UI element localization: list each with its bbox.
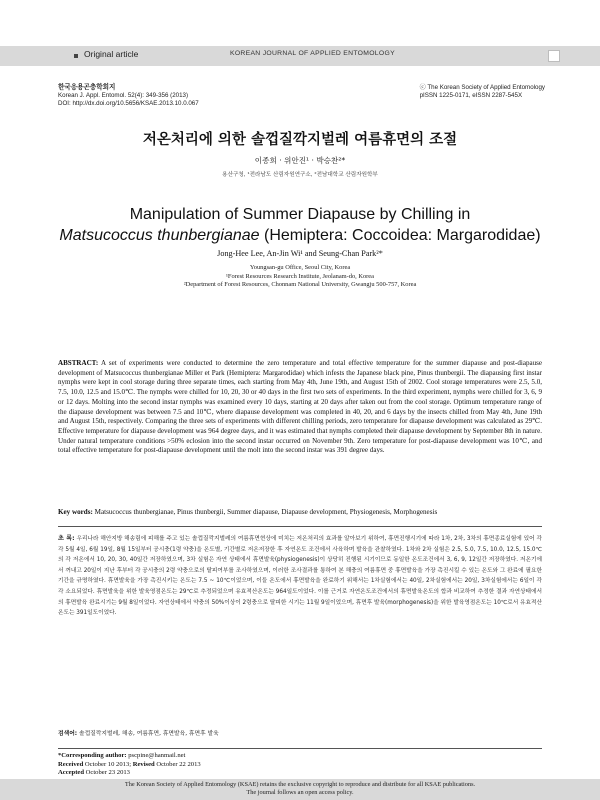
journal-reference: Korean J. Appl. Entomol. 52(4): 349-356 (2013): [58, 92, 189, 100]
journal-name-korean: 한국응용곤충학회지: [58, 84, 116, 91]
affiliation-1: ¹Forest Resources Research Institute, Jeolanam-do, Korea: [226, 272, 374, 280]
species-name-italic: Matsucoccus thunbergianae: [59, 227, 260, 244]
received-revised-dates: [58, 761, 201, 770]
corresponding-email[interactable]: pscpine@hanmail.net: [128, 752, 186, 759]
doi-link[interactable]: DOI: http://dx.doi.org/10.5656/KSAE.2013.10.0.067: [58, 100, 199, 108]
korean-affiliations: 용산구청, ¹전라남도 산림자원연구소, ²전남대학교 산림자원학부: [222, 172, 378, 178]
accepted-date: October 23 2013: [85, 769, 130, 777]
korean-abstract-text: 우리나라 해안지방 해송림에 피해를 주고 있는 솔껍질깍지벌레의 여름휴면현상에 미치는 저온처리의 효과를 알아보기 위하여, 휴면진행시기에 따라 1차, 2차, 3차의 휴면종료실험에 있어 각각 5월 4일, 6월 19일, 8월 15일부터 공시충(1령 약충)을 온도별, 기간별로 저온저장한 후 자연온도 조건에서 사육하며 발육을 관찰하였다. 1차와 2차 실험은 2.5, 5.0, 7.5, 10.0, 12.5, 15.0℃ 의 각 저온에서 10, 20, 30, 40일간 저장하였으며, 3차 실험은 자연 상태에서 휴면발육(physiogenesis)이 상당히 진행된 시기이므로 동일한 온도조건에서 3, 6, 9, 12일간 저장하였다. 저온기에서 꺼내고 20일이 지난 후부터 각 공시충의 2령 약충으로의 탈피여부를 조사하였으며, 이러한 조사결과를 통하여 본 해충의 여름휴면 중 휴면발육을 가장 촉진시킬 수 있는 온도와 그 완료에 필요한 기간을 규명하였다. 휴면발육을 가장 촉진시키는 온도는 7.5 ~ 10℃이었으며, 이들 온도에서 휴면발육을 완료하기 위해서는 1차실험에서는 40일, 2차실험에서는 20일, 3차실험에서는 6일이 각각 소요되었다. 휴면발육을 위한 발육영점온도는 29℃로 추정되었으며 유효적산온도는 964일도이었다. 이를 근거로 자연온도조건에서의 휴면발육온도의 합과 비교하여 추정한 결과 자연상태에서의 휴면발육 완료시기는 9월 8일이었다. 자연상태에서 약충의 50%이상이 2령충으로 탈피한 시기는 11월 9일이었으며, 휴면후 발육(morphogenesis)을 위한 발육영점온도는 10℃로서 유효적산온도는 391일도이었다.: [58, 536, 542, 617]
accepted-label: Accepted: [58, 769, 86, 777]
footnote-block: [58, 752, 201, 778]
keywords-text: Matsucoccus thunbergianae, Pinus thunbergii, Summer diapause, Diapause development, Physiogenesis, Morphogenesis: [94, 508, 438, 516]
header-bar: [0, 46, 600, 66]
publisher-block: [420, 84, 545, 100]
english-title-line2: [0, 225, 600, 246]
korean-authors: 이종희 · 위안진¹ · 박승찬²*: [254, 156, 346, 165]
header-bullet-marker: [74, 54, 78, 58]
footnote-divider: [58, 748, 542, 749]
footer-line2: The journal follows an open access policy.: [246, 789, 354, 797]
taxonomy-text: (Hemiptera: Coccoidea: Margarodidae): [259, 227, 541, 244]
korean-keywords-text: 솔껍질깍지벌레, 해송, 여름휴면, 휴면발육, 휴면후 발육: [78, 731, 219, 737]
received-date: October 10 2013;: [84, 760, 133, 768]
issn-numbers: pISSN 1225-0171, eISSN 2287-545X: [419, 92, 523, 100]
english-authors: Jong-Hee Lee, An-Jin Wi¹ and Seung-Chan Park²*: [217, 249, 383, 258]
english-title: [0, 204, 600, 246]
revised-date: October 22 2013: [156, 760, 201, 768]
korean-keywords: [58, 728, 542, 737]
english-abstract: [58, 359, 542, 456]
affiliation-2: ²Department of Forest Resources, Chonnam National University, Gwangju 500-757, Korea: [183, 281, 417, 289]
abstract-text: A set of experiments were conducted to determine the zero temperature and total effective temperature for the summer diapause and post-diapause development of Matsucoccus thunbergianae Miller et Park (Hemiptera: Margarodidae) which infests the Japanese black pine, Pinus thunbergii. The diapausing first instar nymphs were kept in cool storage during three separate times, each starting from May 4th, June 19th, and August 15th of 2002. Cool storage temperatures were 2.5, 5.0, 7.5, 10.0, 12.5 and 15.0℃. The nymphs were chilled for 10, 20, 30 or 40 days in the first two sets of experiments. In the third experiment, nymphs were chilled for 3, 6, 9 or 12 days. Molting into the second instar nymphs was examined every 10 days, starting at 20 days after taken out from the cool storage. Optimum temperature range of the diapause development was between 7.5 and 10℃, where diapause development was completed in 40, 20, and 6 days by the insects chilled from May 4th, June 19th and August 15th, respectively. Comparing the three sets of experiments with different chilling periods, zero temperature for diapause development was calculated as 29℃. Effective temperature for diapause development was 964 degree days, and it was estimated that nymphs completed their diapause development by September 8th in nature. Under natural temperature conditions >50% eclosion into the second instar occurred on November 9th. Zero temperature for post-diapause development was 10℃, and total effective temperature for post-diapause development until the molt into the second instar was 391 degree days.: [58, 359, 543, 455]
korean-keywords-label: 검색어:: [58, 731, 78, 737]
accepted-date-line: [58, 769, 201, 778]
korean-title: 저온처리에 의한 솔껍질깍지벌레 여름휴면의 조절: [142, 132, 458, 148]
english-affiliations: [0, 264, 600, 290]
corresponding-author: [58, 752, 201, 761]
section-divider: [58, 526, 542, 527]
footer-copyright: [0, 781, 600, 798]
received-label: Received: [58, 760, 85, 768]
corresponding-label: *Corresponding author:: [58, 752, 127, 759]
citation-block: [58, 84, 199, 109]
korean-abstract-label: 초 록:: [58, 535, 75, 542]
header-square-marker: [548, 50, 560, 62]
korean-abstract: [58, 534, 542, 619]
abstract-label: ABSTRACT:: [58, 359, 99, 367]
keywords-label: Key words:: [58, 508, 93, 516]
english-title-line1: Manipulation of Summer Diapause by Chilling in: [129, 206, 471, 223]
english-keywords: [58, 508, 542, 516]
affiliation-0: Youngsan-gu Office, Seoul City, Korea: [249, 264, 351, 271]
copyright-notice: ⓒ The Korean Society of Applied Entomology: [419, 84, 545, 91]
article-type-label: Original article: [84, 49, 139, 59]
revised-label: Revised: [132, 760, 157, 768]
footer-line1: The Korean Society of Applied Entomology (KSAE) retains the exclusive copyright to reproduce and distribute for all KSAE publications.: [124, 781, 476, 788]
journal-banner: KOREAN JOURNAL OF APPLIED ENTOMOLOGY: [230, 50, 395, 57]
footer-bar: [0, 779, 600, 800]
